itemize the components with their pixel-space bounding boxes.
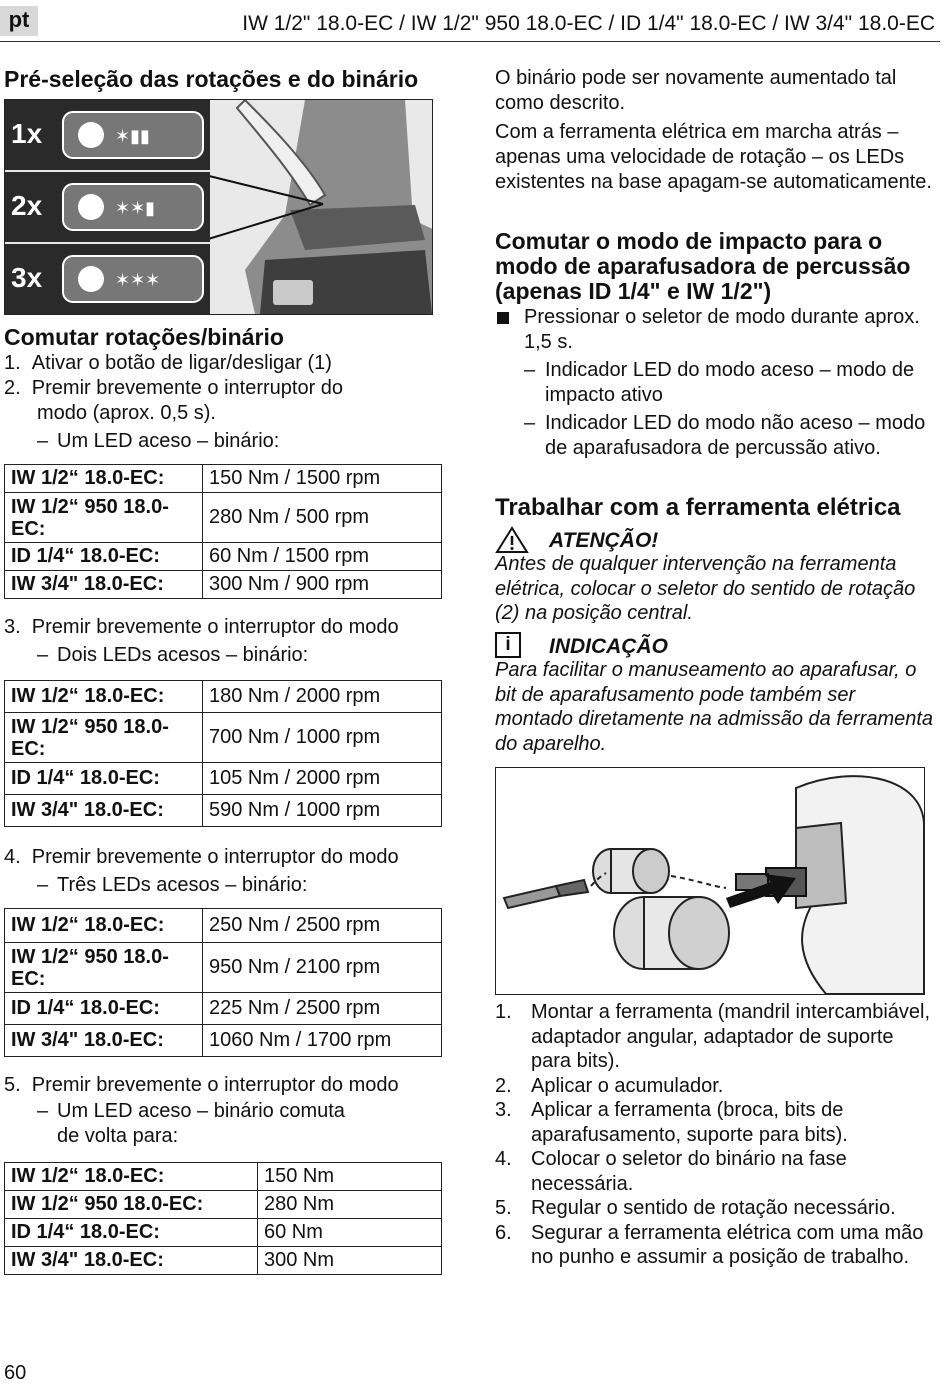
mode-switch-heading: Comutar o modo de impacto para o modo de aparafusadora de percussão (apenas ID 1/4" e IW 1/2"): [495, 228, 911, 304]
table-row: ID 1/4“ 18.0-EC: 60 Nm: [5, 1219, 442, 1247]
table-row: IW 1/2“ 950 18.0-EC: 280 Nm / 500 rpm: [5, 493, 442, 543]
mode-selector-figure: [4, 99, 433, 315]
steps-block-5: 5. Premir brevemente o interruptor do modo – Um LED aceso – binário comuta de volta para:: [4, 1073, 444, 1149]
step-4-sub: Três LEDs acesos – binário:: [57, 874, 308, 896]
step-3: Premir brevemente o interruptor do modo: [31, 616, 399, 638]
list-item: 6. Segurar a ferramenta elétrica com uma mão no punho e assumir a posição de trabalho.: [495, 1221, 924, 1268]
note-block: [495, 630, 935, 756]
svg-text:✶▮▮: ✶▮▮: [115, 126, 150, 147]
work-steps-list: [495, 1000, 935, 1270]
bullet-text: Pressionar o seletor de modo durante aprox. 1,5 s.: [524, 306, 920, 353]
bit-adapter-figure: [495, 767, 925, 995]
sub-bullet-2: Indicador LED do modo não aceso – modo de aparafusadora de percussão ativo.: [545, 412, 926, 459]
table-row: IW 1/2“ 950 18.0-EC: 700 Nm / 1000 rpm: [5, 713, 442, 763]
step-1: Ativar o botão de ligar/desligar (1): [31, 352, 332, 374]
paragraph-torque-increase: O binário pode ser novamente aumentado tal como descrito.: [495, 67, 897, 114]
bullet-square-icon: [497, 312, 509, 324]
table-row: ID 1/4“ 18.0-EC: 60 Nm / 1500 rpm: [5, 543, 442, 571]
table-row: IW 1/2“ 950 18.0-EC: 950 Nm / 2100 rpm: [5, 943, 442, 993]
step-2a: Premir brevemente o interruptor do: [31, 377, 344, 399]
note-text: Para facilitar o manuseamento ao aparafusar, o bit de aparafusamento pode também ser montado diretamente na admissão da ferramenta do aparelho.: [495, 659, 934, 755]
table-row: IW 1/2“ 18.0-EC: 250 Nm / 2500 rpm: [5, 909, 442, 943]
mode-switch-instructions: Pressionar o seletor de modo durante aprox. 1,5 s. – Indicador LED do modo aceso – modo de impacto ativo – Indicador LED do modo não aceso – modo de aparafusadora de percussão ativo.: [495, 305, 935, 461]
torque-table-2: [4, 680, 442, 827]
steps-block-1: 1. Ativar o botão de ligar/desligar (1) 2. Premir brevemente o interruptor do modo (aprox. 0,5 s). – Um LED aceso – binário:: [4, 351, 444, 454]
step-5: Premir brevemente o interruptor do modo: [31, 1074, 399, 1096]
press-label-3x: 3x: [11, 262, 43, 293]
list-item: 1. Montar a ferramenta (mandril intercambiável, adaptador angular, adaptador de suporte para bits).: [495, 1001, 931, 1072]
info-icon: i: [495, 632, 521, 658]
list-item: 3. Aplicar a ferramenta (broca, bits de aparafusamento, suporte para bits).: [495, 1099, 848, 1146]
table-row: ID 1/4“ 18.0-EC: 225 Nm / 2500 rpm: [5, 993, 442, 1025]
table-row: IW 1/2“ 18.0-EC: 150 Nm / 1500 rpm: [5, 465, 442, 493]
steps-block-4: 4. Premir brevemente o interruptor do modo – Três LEDs acesos – binário:: [4, 846, 399, 896]
table-row: IW 1/2“ 18.0-EC: 180 Nm / 2000 rpm: [5, 681, 442, 713]
section-title: Pré-seleção das rotações e do binário: [4, 66, 419, 92]
paragraph-reverse: Com a ferramenta elétrica em marcha atrás – apenas uma velocidade de rotação – os LEDs existentes na base apagam-se automaticamente.: [495, 121, 932, 193]
table-row: IW 1/2“ 18.0-EC: 150 Nm: [5, 1163, 442, 1191]
torque-table-3: [4, 908, 442, 1057]
warning-title: ATENÇÃO!: [549, 529, 659, 552]
running-header: IW 1/2" 18.0-EC / IW 1/2" 950 18.0-EC / ID 1/4" 18.0-EC / IW 3/4" 18.0-EC: [242, 12, 935, 35]
step-2b: modo (aprox. 0,5 s).: [37, 402, 216, 424]
list-item: 4. Colocar o seletor do binário na fase necessária.: [495, 1148, 847, 1195]
table-row: IW 3/4" 18.0-EC: 300 Nm / 900 rpm: [5, 571, 442, 599]
list-item: 2. Aplicar o acumulador.: [495, 1074, 724, 1097]
svg-text:✶✶▮: ✶✶▮: [115, 198, 156, 219]
steps-block-3: 3. Premir brevemente o interruptor do modo – Dois LEDs acesos – binário:: [4, 616, 399, 666]
warning-text: Antes de qualquer intervenção na ferramenta elétrica, colocar o seletor do sentido de rotação (2) na posição central.: [495, 553, 916, 624]
step-4: Premir brevemente o interruptor do modo: [31, 846, 399, 868]
step-5-sub-a: Um LED aceso – binário comuta: [57, 1100, 345, 1122]
svg-text:✶✶✶: ✶✶✶: [115, 270, 161, 291]
table-row: IW 3/4" 18.0-EC: 590 Nm / 1000 rpm: [5, 795, 442, 827]
torque-table-1: [4, 464, 442, 599]
sub-bullet-1: Indicador LED do modo aceso – modo de impacto ativo: [545, 359, 915, 406]
torque-table-4: [4, 1162, 442, 1275]
note-title: INDICAÇÃO: [549, 635, 668, 658]
work-heading: Trabalhar com a ferramenta elétrica: [495, 494, 901, 521]
press-label-2x: 2x: [11, 190, 43, 221]
table-row: IW 3/4" 18.0-EC: 1060 Nm / 1700 rpm: [5, 1025, 442, 1057]
table-row: ID 1/4“ 18.0-EC: 105 Nm / 2000 rpm: [5, 763, 442, 795]
table-row: IW 3/4" 18.0-EC: 300 Nm: [5, 1247, 442, 1275]
step-5-sub-b: de volta para:: [57, 1125, 179, 1147]
step-2-sub: Um LED aceso – binário:: [57, 430, 280, 452]
language-tag: pt: [0, 6, 38, 36]
page-number: 60: [4, 1362, 27, 1384]
warning-block: [495, 524, 935, 626]
list-item: 5. Regular o sentido de rotação necessário.: [495, 1197, 896, 1219]
subsection-title: Comutar rotações/binário: [4, 324, 284, 350]
header-rule: [0, 41, 940, 42]
warning-triangle-icon: [495, 526, 529, 554]
table-row: IW 1/2“ 950 18.0-EC: 280 Nm: [5, 1191, 442, 1219]
step-3-sub: Dois LEDs acesos – binário:: [57, 644, 309, 666]
press-label-1x: 1x: [11, 118, 43, 149]
